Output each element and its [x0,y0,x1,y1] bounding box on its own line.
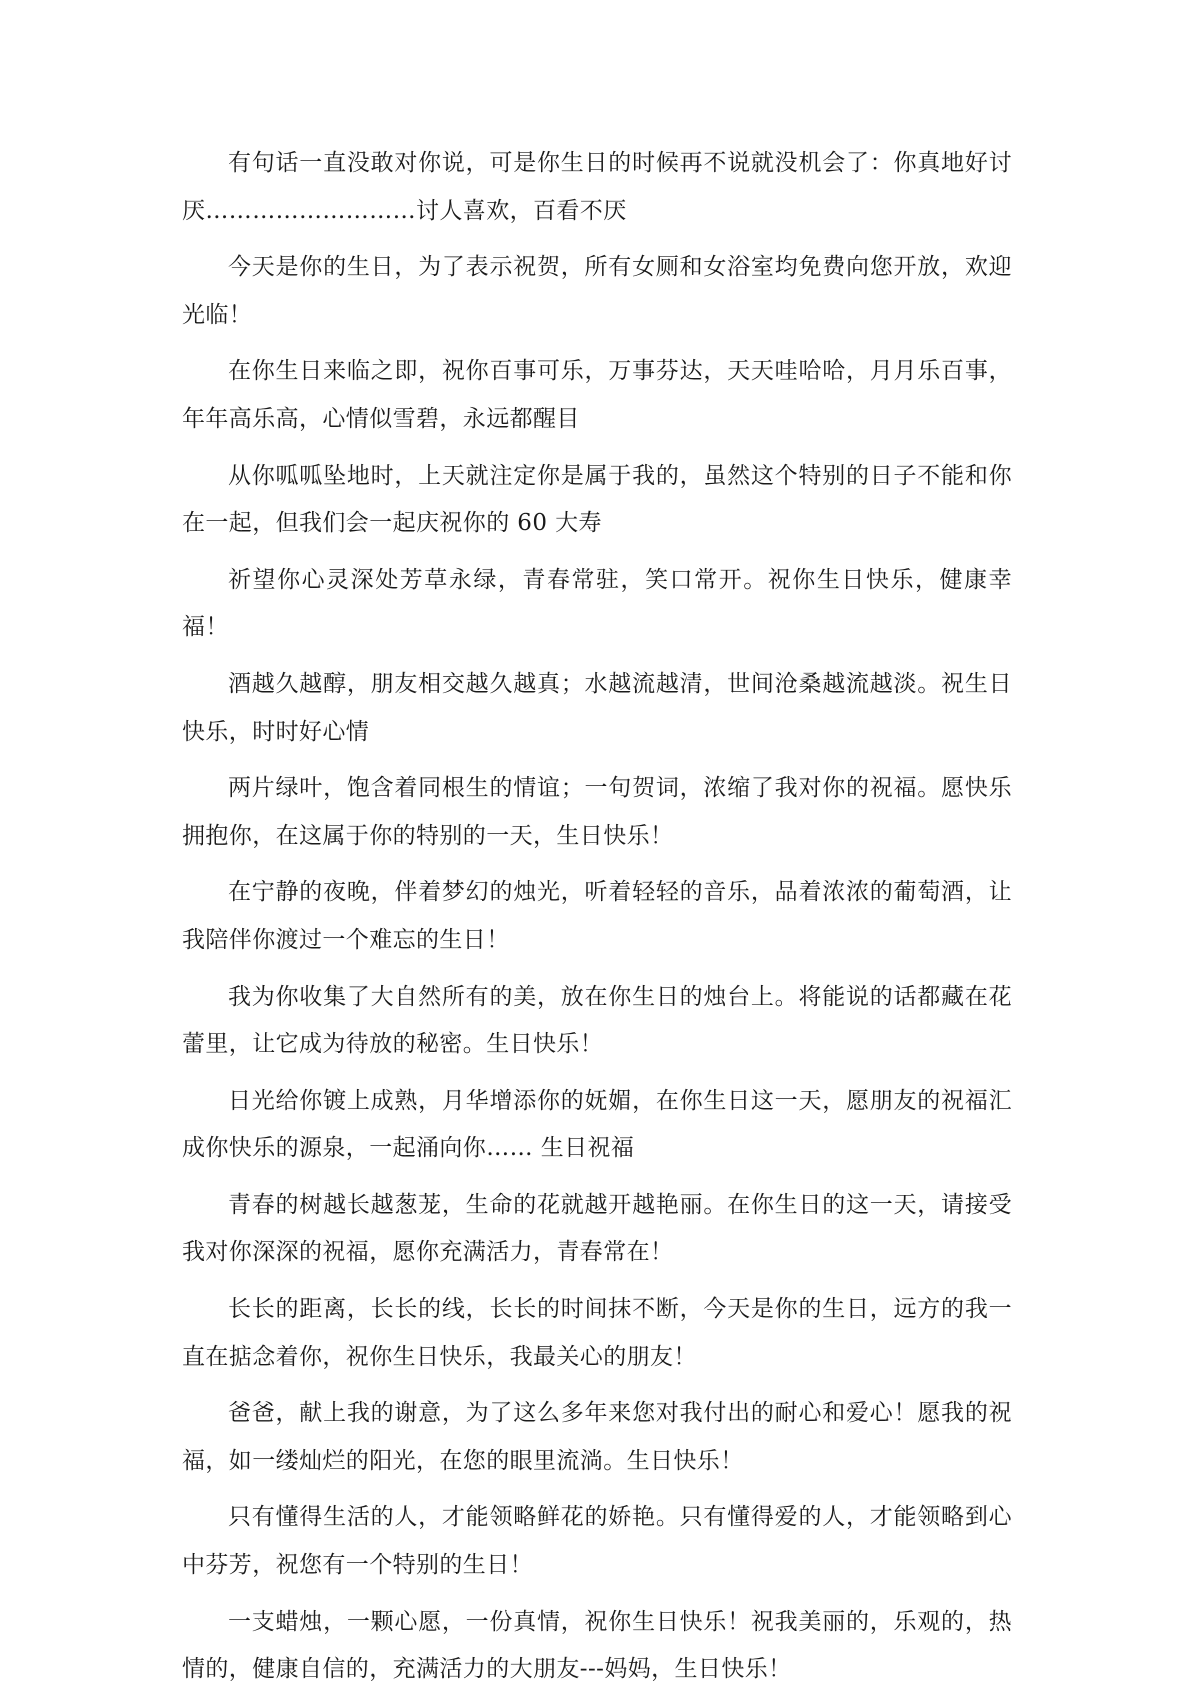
paragraph-10: 日光给你镀上成熟，月华增添你的妩媚，在你生日这一天，愿朋友的祝福汇成你快乐的源泉，一起涌向你…… 生日祝福 [182,1087,1012,1162]
paragraph-7: 两片绿叶，饱含着同根生的情谊；一句贺词，浓缩了我对你的祝福。愿快乐拥抱你，在这属于你的特别的一天，生日快乐！ [182,775,1012,849]
paragraph-5: 祈望你心灵深处芳草永绿，青春常驻，笑口常开。祝你生日快乐，健康幸福！ [182,566,1012,641]
paragraph-8: 在宁静的夜晚，伴着梦幻的烛光，听着轻轻的音乐，品着浓浓的葡萄酒，让我陪伴你渡过一个难忘的生日！ [182,879,1012,953]
paragraph-2: 今天是你的生日，为了表示祝贺，所有女厕和女浴室均免费向您开放，欢迎光临！ [182,254,1012,328]
paragraph-6: 酒越久越醇，朋友相交越久越真；水越流越清，世间沧桑越流越淡。祝生日快乐，时时好心情 [182,670,1012,745]
paragraph-4: 从你呱呱坠地时，上天就注定你是属于我的，虽然这个特别的日子不能和你在一起，但我们会一起庆祝你的 60 大寿 [182,462,1012,537]
paragraph-14: 只有懂得生活的人，才能领略鲜花的娇艳。只有懂得爱的人，才能领略到心中芬芳，祝您有一个特别的生日！ [182,1504,1012,1579]
paragraph-12: 长长的距离，长长的线，长长的时间抹不断，今天是你的生日，远方的我一直在掂念着你，祝你生日快乐，我最关心的朋友！ [182,1296,1012,1370]
paragraph-3: 在你生日来临之即，祝你百事可乐，万事芬达，天天哇哈哈，月月乐百事，年年高乐高，心情似雪碧，永远都醒目 [182,358,1012,432]
paragraph-15: 一支蜡烛，一颗心愿，一份真情，祝你生日快乐！祝我美丽的，乐观的，热情的，健康自信的，充满活力的大朋友---妈妈，生日快乐！ [182,1608,1012,1683]
document-body [182,140,1012,1703]
paragraph-13: 爸爸，献上我的谢意，为了这么多年来您对我付出的耐心和爱心！愿我的祝福，如一缕灿烂的阳光，在您的眼里流淌。生日快乐！ [182,1400,1012,1474]
paragraph-11: 青春的树越长越葱茏，生命的花就越开越艳丽。在你生日的这一天，请接受我对你深深的祝福，愿你充满活力，青春常在！ [182,1191,1012,1266]
paragraph-1: 有句话一直没敢对你说，可是你生日的时候再不说就没机会了：你真地好讨厌………………………讨人喜欢，百看不厌 [182,150,1012,224]
paragraph-9: 我为你收集了大自然所有的美，放在你生日的烛台上。将能说的话都藏在花蕾里，让它成为待放的秘密。生日快乐！ [182,983,1012,1058]
